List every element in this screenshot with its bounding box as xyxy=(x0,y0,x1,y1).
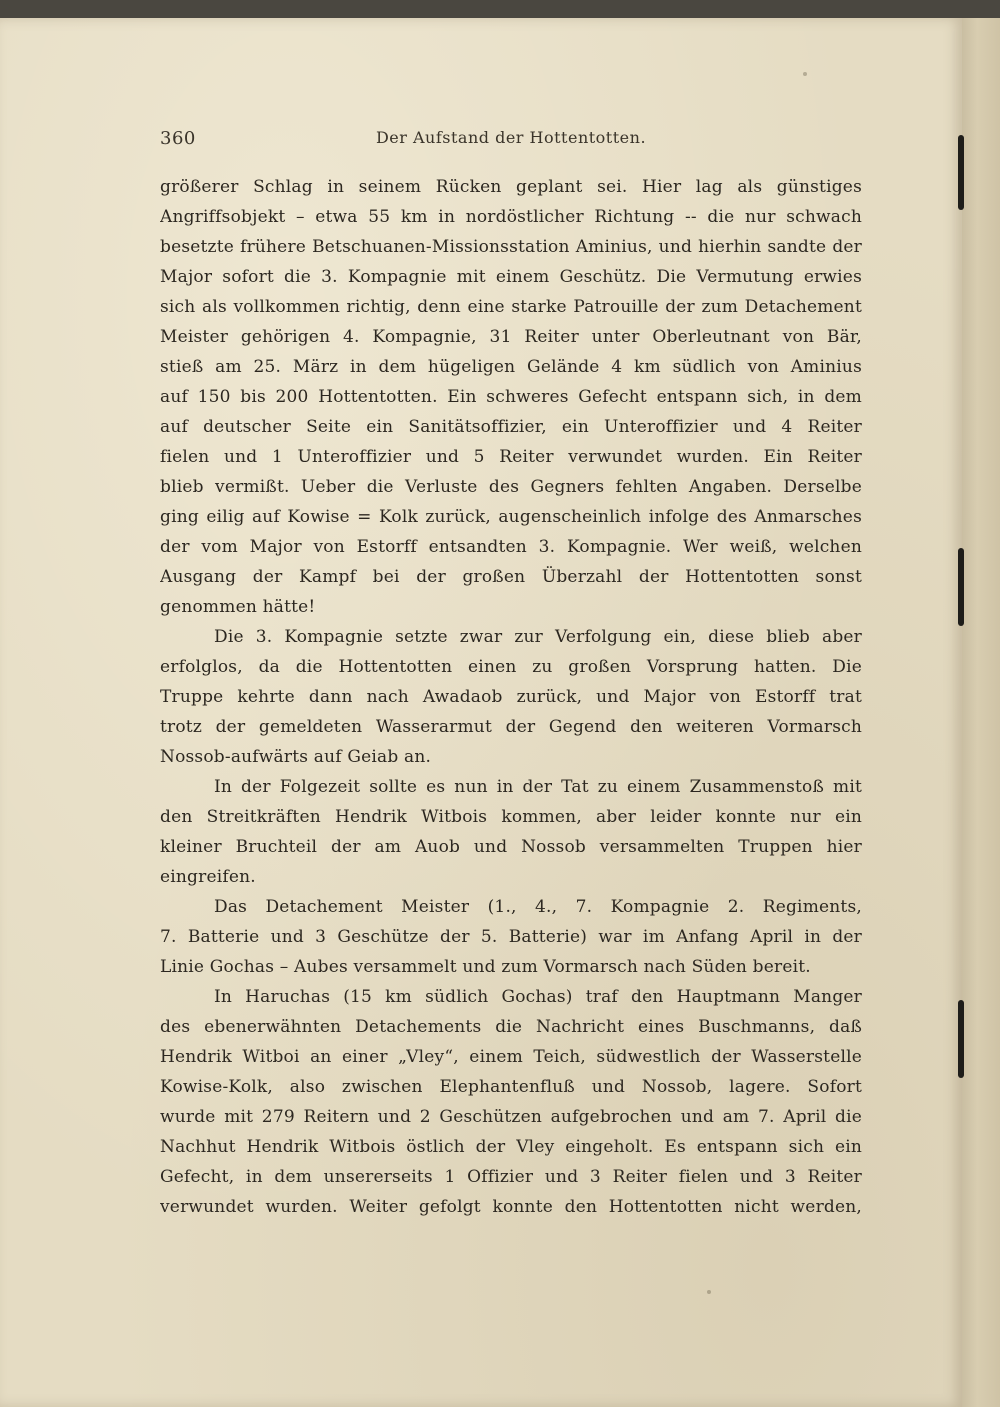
binding-mark xyxy=(958,548,964,626)
text-line: blieb vermißt. Ueber die Verluste des Gegners fehlten Angaben. Derselbe xyxy=(160,477,862,497)
text-line: trotz der gemeldeten Wasserarmut der Gegend den weiteren Vormarsch xyxy=(160,717,862,737)
text-line: Das Detachement Meister (1., 4., 7. Kompagnie 2. Regiments, xyxy=(214,897,862,917)
text-line: verwundet wurden. Weiter gefolgt konnte den Hottentotten nicht werden, xyxy=(160,1197,862,1217)
text-line: ging eilig auf Kowise = Kolk zurück, augenscheinlich infolge des Anmarsches xyxy=(160,507,862,527)
text-line: Kowise-Kolk, also zwischen Elephantenfluß und Nossob, lagere. Sofort xyxy=(160,1077,862,1097)
text-line: auf deutscher Seite ein Sanitätsoffizier, ein Unteroffizier und 4 Reiter xyxy=(160,417,862,437)
text-line: In der Folgezeit sollte es nun in der Tat zu einem Zusammenstoß mit xyxy=(214,777,862,797)
text-line: Nossob-aufwärts auf Geiab an. xyxy=(160,747,432,767)
text-line: Die 3. Kompagnie setzte zwar zur Verfolgung ein, diese blieb aber xyxy=(214,627,862,647)
text-line: auf 150 bis 200 Hottentotten. Ein schweres Gefecht entspann sich, in dem xyxy=(160,387,862,407)
page-number: 360 xyxy=(160,128,196,149)
text-line: Ausgang der Kampf bei der großen Überzahl der Hottentotten sonst xyxy=(160,567,862,587)
text-line: sich als vollkommen richtig, denn eine starke Patrouille der zum Detachement xyxy=(160,297,862,317)
paper-speck xyxy=(803,72,807,76)
text-line: Linie Gochas – Aubes versammelt und zum Vormarsch nach Süden bereit. xyxy=(160,957,811,977)
paper-speck xyxy=(707,1290,711,1294)
text-line: besetzte frühere Betschuanen-Missionsstation Aminius, und hierhin sandte der xyxy=(160,237,862,257)
running-head xyxy=(160,128,862,154)
body-text xyxy=(160,172,862,1222)
text-line: Angriffsobjekt – etwa 55 km in nordöstlicher Richtung -- die nur schwach xyxy=(160,207,862,227)
text-line: Nachhut Hendrik Witbois östlich der Vley eingeholt. Es entspann sich ein xyxy=(160,1137,862,1157)
text-line: kleiner Bruchteil der am Auob und Nossob versammelten Truppen hier xyxy=(160,837,862,857)
text-line: Gefecht, in dem unsererseits 1 Offizier und 3 Reiter fielen und 3 Reiter xyxy=(160,1167,862,1187)
binding-mark xyxy=(958,1000,964,1078)
text-line: Meister gehörigen 4. Kompagnie, 31 Reiter unter Oberleutnant von Bär, xyxy=(160,327,862,347)
running-title: Der Aufstand der Hottentotten. xyxy=(375,128,647,147)
text-line: den Streitkräften Hendrik Witbois kommen, aber leider konnte nur ein xyxy=(160,807,862,827)
text-line: 7. Batterie und 3 Geschütze der 5. Batterie) war im Anfang April in der xyxy=(160,927,862,947)
text-line: des ebenerwähnten Detachements die Nachricht eines Buschmanns, daß xyxy=(160,1017,862,1037)
text-line: Truppe kehrte dann nach Awadaob zurück, und Major von Estorff trat xyxy=(160,687,862,707)
text-line: der vom Major von Estorff entsandten 3. Kompagnie. Wer weiß, welchen xyxy=(160,537,862,557)
text-line: fielen und 1 Unteroffizier und 5 Reiter verwundet wurden. Ein Reiter xyxy=(160,447,862,467)
text-line: größerer Schlag in seinem Rücken geplant sei. Hier lag als günstiges xyxy=(160,177,862,197)
binding-mark xyxy=(958,135,964,210)
page-gutter xyxy=(962,18,1000,1407)
text-line: eingreifen. xyxy=(160,867,256,887)
text-line: Hendrik Witboi an einer „Vley“, einem Teich, südwestlich der Wasserstelle xyxy=(160,1047,862,1067)
text-line: In Haruchas (15 km südlich Gochas) traf den Hauptmann Manger xyxy=(214,987,862,1007)
text-line: stieß am 25. März in dem hügeligen Gelände 4 km südlich von Aminius xyxy=(160,357,862,377)
text-line: erfolglos, da die Hottentotten einen zu großen Vorsprung hatten. Die xyxy=(160,657,862,677)
text-line: genommen hätte! xyxy=(160,597,316,617)
text-line: Major sofort die 3. Kompagnie mit einem Geschütz. Die Vermutung erwies xyxy=(160,267,862,287)
text-line: wurde mit 279 Reitern und 2 Geschützen aufgebrochen und am 7. April die xyxy=(160,1107,862,1127)
